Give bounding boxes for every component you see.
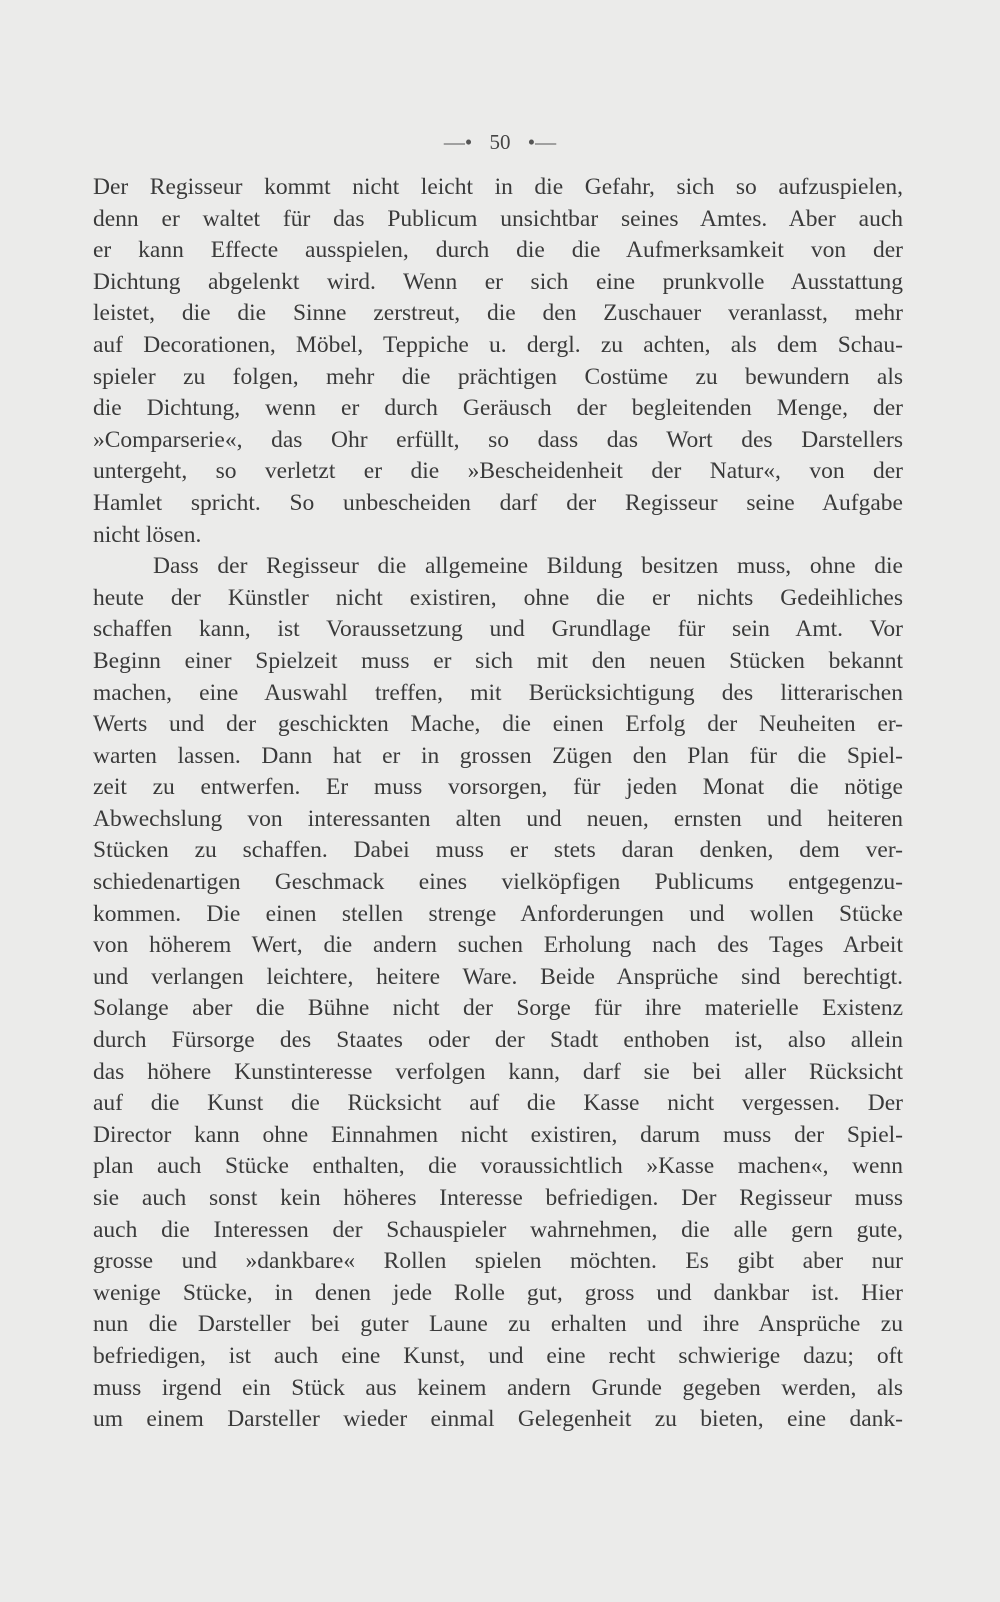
text-line: Der Regisseur kommt nicht leicht in die Gefahr, sich so aufzuspielen, [93,174,903,200]
header-ornament-right: •— [527,130,557,154]
text-line: Dichtung abgelenkt wird. Wenn er sich eine prunkvolle Ausstattung [93,268,903,295]
text-line: untergeht, so verletzt er die »Bescheidenheit der Natur«, von der [93,458,903,485]
text-line: sie auch sonst kein höheres Interesse befriedigen. Der Regisseur muss [93,1185,903,1211]
text-line: nun die Darsteller bei guter Laune zu erhalten und ihre Ansprüche zu [93,1311,903,1338]
text-line: Stücken zu schaffen. Dabei muss er stets daran denken, dem ver- [93,837,903,864]
text-line: muss irgend ein Stück aus keinem andern Grunde gegeben werden, als [93,1374,903,1401]
text-line: um einem Darsteller wieder einmal Gelegenheit zu bieten, eine dank- [93,1406,903,1433]
text-line: Dass der Regisseur die allgemeine Bildung besitzen muss, ohne die [153,553,903,580]
text-line: schaffen kann, ist Voraussetzung und Grundlage für sein Amt. Vor [93,616,903,643]
text-line: leistet, die die Sinne zerstreut, die den Zuschauer veranlasst, mehr [93,300,903,327]
text-line: befriedigen, ist auch eine Kunst, und eine recht schwierige dazu; oft [93,1342,903,1369]
text-line: von höherem Wert, die andern suchen Erholung nach des Tages Arbeit [93,932,903,959]
text-line: spieler zu folgen, mehr die prächtigen Costüme zu bewundern als [93,363,903,390]
text-line: er kann Effecte ausspielen, durch die die Aufmerksamkeit von der [93,237,903,264]
header-ornament-left: —• [443,130,473,154]
page-header [0,130,1000,155]
text-line: Solange aber die Bühne nicht der Sorge für ihre materielle Existenz [93,995,903,1022]
text-line: »Comparserie«, das Ohr erfüllt, so dass das Wort des Darstellers [93,426,903,453]
text-line: denn er waltet für das Publicum unsichtbar seines Amtes. Aber auch [93,205,903,232]
text-line: auf die Kunst die Rücksicht auf die Kasse nicht vergessen. Der [93,1090,903,1117]
text-line: wenige Stücke, in denen jede Rolle gut, gross und dankbar ist. Hier [93,1279,903,1306]
text-line: auf Decorationen, Möbel, Teppiche u. dergl. zu achten, als dem Schau- [93,331,903,358]
text-line: heute der Künstler nicht existiren, ohne die er nichts Gedeihliches [93,584,903,611]
text-line: die Dichtung, wenn er durch Geräusch der begleitenden Menge, der [93,395,903,422]
text-line: durch Fürsorge des Staates oder der Stadt enthoben ist, also allein [93,1027,903,1054]
page-number: 50 [489,130,511,154]
text-line: Beginn einer Spielzeit muss er sich mit den neuen Stücken bekannt [93,647,903,674]
text-line: kommen. Die einen stellen strenge Anforderungen und wollen Stücke [93,900,903,927]
text-line: Hamlet spricht. So unbescheiden darf der Regisseur seine Aufgabe [93,489,903,516]
text-line: auch die Interessen der Schauspieler wahrnehmen, die alle gern gute, [93,1216,903,1243]
text-line: zeit zu entwerfen. Er muss vorsorgen, für jeden Monat die nötige [93,774,903,801]
text-line: nicht lösen. [93,521,202,548]
text-line: Abwechslung von interessanten alten und neuen, ernsten und heiteren [93,805,903,832]
paragraph [93,172,903,551]
text-line: das höhere Kunstinteresse verfolgen kann, darf sie bei aller Rücksicht [93,1058,903,1085]
paragraph [93,551,903,1436]
text-line: und verlangen leichtere, heitere Ware. Beide Ansprüche sind berechtigt. [93,963,903,990]
body-text [93,172,903,1436]
text-line: plan auch Stücke enthalten, die voraussichtlich »Kasse machen«, wenn [93,1153,903,1180]
text-line: grosse und »dankbare« Rollen spielen möchten. Es gibt aber nur [93,1248,903,1275]
text-line: schiedenartigen Geschmack eines vielköpfigen Publicums entgegenzu- [93,869,903,896]
text-line: Werts und der geschickten Mache, die einen Erfolg der Neuheiten er- [93,711,903,738]
text-line: machen, eine Auswahl treffen, mit Berücksichtigung des litterarischen [93,679,903,706]
text-line: warten lassen. Dann hat er in grossen Zügen den Plan für die Spiel- [93,742,903,769]
text-line: Director kann ohne Einnahmen nicht existiren, darum muss der Spiel- [93,1121,903,1148]
